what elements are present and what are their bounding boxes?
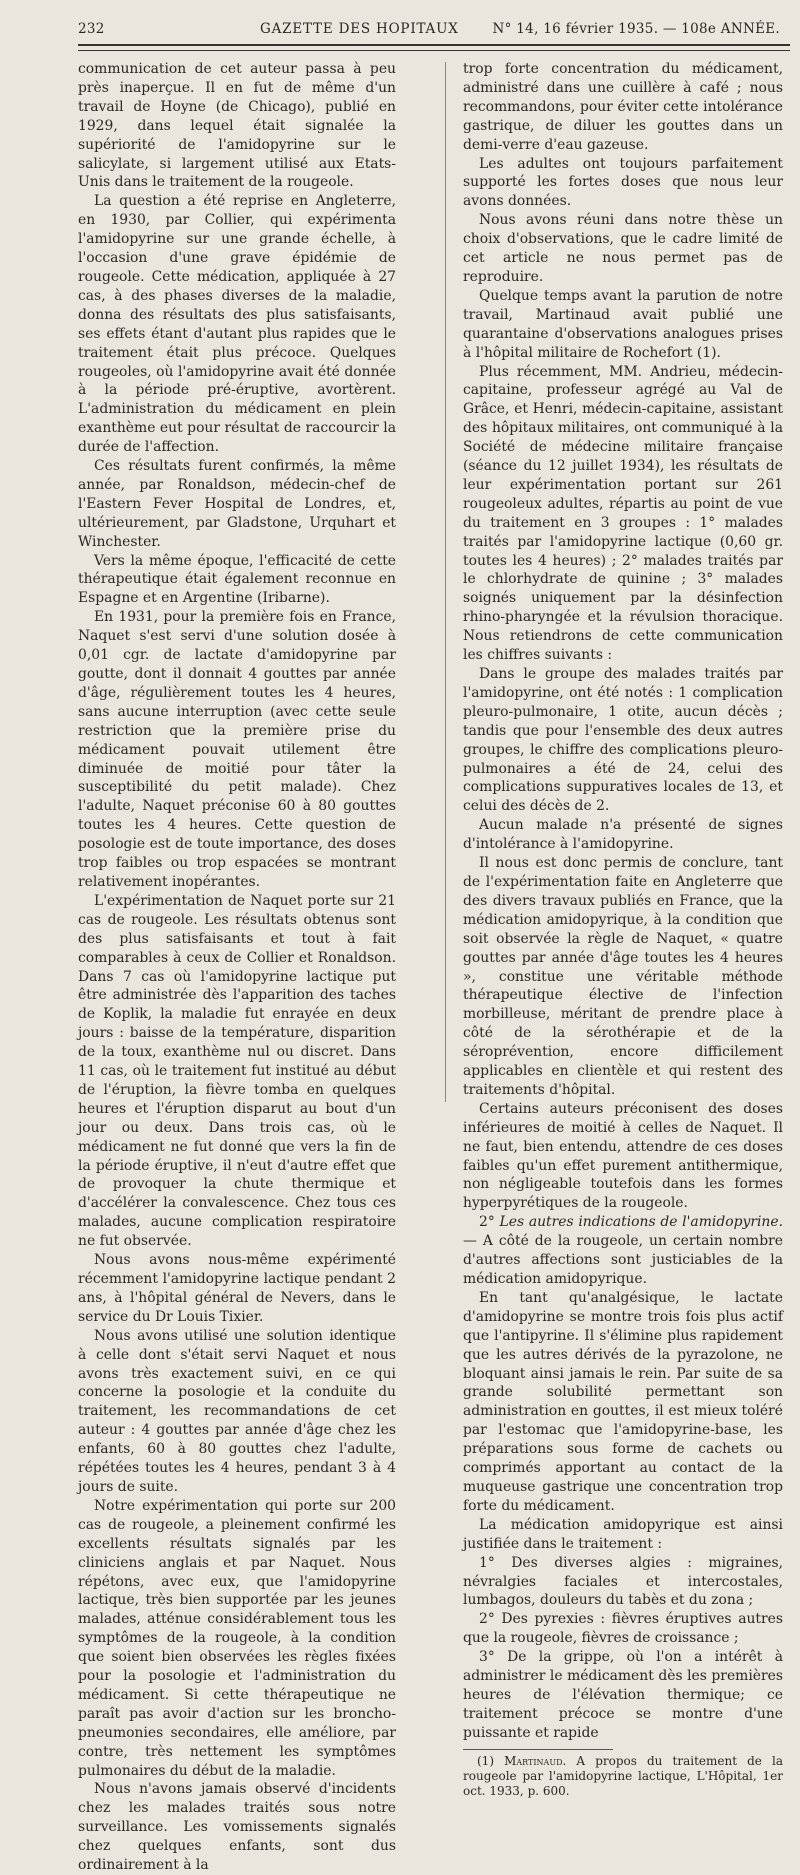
paragraph: Plus récemment, MM. Andrieu, médecin-capitaine, professeur agrégé au Val de Grâce, et Henri, médecin-capitaine, assistant des hôpitaux militaires, ont communiqué à la Société de médecine militaire française (séance du 12 juillet 1934), les résultats de leur expérimentation portant sur 261 rougeoleux adultes, répartis au point de vue du traitement en 3 groupes : 1° malades traités par l'amidopyrine lactique (0,60 gr. toutes les 4 heures) ; 2° malades traités par le chlorhydrate de quinine ; 3° malades soignés uniquement par la désinfection rhino-pharyngée et la révulsion thoracique. Nous retiendrons de cette communication les chiffres suivants : <box>463 363 783 664</box>
paragraph: 2° Des pyrexies : fièvres éruptives autres que la rougeole, fièvres de croissance ; <box>463 1611 783 1647</box>
footnote-text: A propos du traitement de la rougeole par l'amidopyrine lactique, L'Hôpital, 1er oct. 1933, p. 600. <box>463 1753 784 1798</box>
paragraph: Aucun malade n'a présenté de signes d'intolérance à l'amidopyrine. <box>463 817 783 853</box>
paragraph: La médication amidopyrique est ainsi justifiée dans le traitement : <box>463 1516 783 1552</box>
right-column <box>463 60 783 1799</box>
paragraph: 1° Des diverses algies : migraines, névralgies faciales et intercostales, lumbagos, douleurs du tabès et du zona ; <box>463 1554 783 1609</box>
section-number: 2° <box>479 1214 500 1231</box>
paragraph: Dans le groupe des malades traités par l'amidopyrine, ont été notés : 1 complication pleuro-pulmonaire, 1 otite, aucun décès ; tandis que pour l'ensemble des deux autres groupes, le chiffre des complications pleuro-pulmonaires a été de 24, celui des complications suppuratives locales de 13, et celui des décès de 2. <box>463 666 783 815</box>
footnote-marker: (1) <box>477 1753 505 1768</box>
section-text: — A côté de la rougeole, un certain nombre d'autres affections sont justiciables de la médication amidopyrique. <box>463 1233 783 1287</box>
page-header <box>78 18 780 40</box>
paragraph: En 1931, pour la première fois en France, Naquet s'est servi d'une solution dosée à 0,01 cgr. de lactate d'amidopyrine par goutte, dont il donnait 4 gouttes par année d'âge, régulièrement toutes les 4 heures, sans aucune interruption (avec cette seule restriction que la première prise du médicament pouvait utilement être diminuée de moitié pour tâter la susceptibilité du petit malade). Chez l'adulte, Naquet préconise 60 à 80 gouttes toutes les 4 heures. Cette question de posologie est de toute importance, des doses trop faibles ou trop espacées se montrant relativement inopérantes. <box>78 609 396 890</box>
column-divider <box>445 62 446 1102</box>
page-number: 232 <box>78 21 105 37</box>
journal-title: GAZETTE DES HOPITAUX <box>260 21 459 37</box>
paragraph: Vers la même époque, l'efficacité de cette thérapeutique était également reconnue en Espagne et en Argentine (Iribarne). <box>78 552 396 607</box>
paragraph: Nous n'avons jamais observé d'incidents chez les malades traités sous notre surveillance. Les vomissements signalés chez quelques enfants, sont dus ordinairement à la <box>78 1781 396 1874</box>
paragraph: communication de cet auteur passa à peu près inaperçue. Il en fut de même d'un travail de Hoyne (de Chicago), publié en 1929, dans lequel était signalée la supériorité de l'amidopyrine sur le salicylate, si largement utilisé aux Etats-Unis dans le traitement de la rougeole. <box>78 61 396 191</box>
header-rule-bottom <box>78 50 790 51</box>
paragraph: En tant qu'analgésique, le lactate d'amidopyrine se montre trois fois plus actif que l'antipyrine. Il s'élimine plus rapidement que les autres dérivés de la pyrazolone, ne bloquant ainsi jamais le rein. Par suite de sa grande solubilité permettant son administration en gouttes, il est mieux toléré par l'estomac que l'amidopyrine-base, les préparations sous forme de cachets ou comprimés apportant au contact de la muqueuse gastrique une concentration trop forte du médicament. <box>463 1289 783 1514</box>
section-heading-paragraph <box>463 1213 783 1289</box>
paragraph: Les adultes ont toujours parfaitement supporté les fortes doses que nous leur avons données. <box>463 155 783 210</box>
paragraph: trop forte concentration du médicament, administré dans une cuillère à café ; nous recommandons, pour éviter cette intolérance gastrique, de diluer les gouttes dans un demi-verre d'eau gazeuse. <box>463 61 783 153</box>
section-heading: Les autres indications de l'amidopyrine. <box>499 1214 783 1231</box>
paragraph: Nous avons réuni dans notre thèse un choix d'observations, que le cadre limité de cet article ne nous permet pas de reproduire. <box>463 212 783 285</box>
paragraph: Nous avons utilisé une solution identique à celle dont s'était servi Naquet et nous avons très exactement suivi, en ce qui concerne la posologie et la conduite du traitement, les recommandations de cet auteur : 4 gouttes par année d'âge chez les enfants, 60 à 80 gouttes chez l'adulte, répétées toutes les 4 heures, pendant 3 à 4 jours de suite. <box>78 1327 396 1495</box>
footnote-author: Martinaud. <box>504 1753 567 1768</box>
paragraph: Nous avons nous-même expérimenté récemment l'amidopyrine lactique pendant 2 ans, à l'hôpital général de Nevers, dans le service du Dr Louis Tixier. <box>78 1252 396 1325</box>
issue-info: N° 14, 16 février 1935. — 108e ANNÉE. <box>492 21 780 37</box>
paragraph: La question a été reprise en Angleterre, en 1930, par Collier, qui expérimenta l'amidopyrine sur une grande échelle, à l'occasion d'une grave épidémie de rougeole. Cette médication, appliquée à 27 cas, à des phases diverses de la maladie, donna des résultats des plus satisfaisants, ses effets étant d'autant plus rapides que le traitement était plus précoce. Quelques rougeoles, où l'amidopyrine avait été donnée à la période pré-éruptive, avortèrent. L'administration du médicament en plein exanthème eut pour résultat de raccourcir la durée de l'affection. <box>78 193 396 456</box>
footnote <box>463 1754 783 1799</box>
header-rule-top <box>78 44 790 46</box>
footnote-rule <box>463 1749 613 1750</box>
paragraph: Notre expérimentation qui porte sur 200 cas de rougeole, a pleinement confirmé les excellents résultats signalés par les cliniciens anglais et par Naquet. Nous répétons, avec eux, que l'amidopyrine lactique, très bien supportée par les jeunes malades, atténue considérablement tous les symptômes de la rougeole, à la condition que soient bien observées les règles fixées pour la posologie et l'administration du médicament. Si cette thérapeutique ne paraît pas avoir d'action sur les broncho-pneumonies secondaires, elle améliore, par contre, très nettement les symptômes pulmonaires du début de la maladie. <box>78 1497 396 1779</box>
paragraph: Certains auteurs préconisent des doses inférieures de moitié à celles de Naquet. Il ne faut, bien entendu, attendre de ces doses faibles qu'un effet purement antithermique, non négligeable toutefois dans les formes hyperpyrétiques de la rougeole. <box>463 1100 783 1212</box>
paragraph: Ces résultats furent confirmés, la même année, par Ronaldson, médecin-chef de l'Eastern Fever Hospital de Londres, et, ultérieurement, par Gladstone, Urquhart et Winchester. <box>78 458 396 550</box>
paragraph: Il nous est donc permis de conclure, tant de l'expérimentation faite en Angleterre que des divers travaux publiés en France, que la médication amidopyrique, à la condition que soit observée la règle de Naquet, « quatre gouttes par année d'âge toutes les 4 heures », constitue une véritable méthode thérapeutique élective de l'infection morbilleuse, méritant de prendre place à côté de la sérothérapie et de la séroprévention, encore difficilement applicables en clientèle et qui restent des traitements d'hôpital. <box>463 855 783 1098</box>
left-column <box>78 60 396 1875</box>
paragraph: L'expérimentation de Naquet porte sur 21 cas de rougeole. Les résultats obtenus sont des plus satisfaisants et tout à fait comparables à ceux de Collier et Ronaldson. Dans 7 cas où l'amidopyrine lactique put être administrée dès l'apparition des taches de Koplik, la maladie fut enrayée en deux jours : baisse de la température, disparition de la toux, exanthème nul ou discret. Dans 11 cas, où le traitement fut institué au début de l'éruption, la fièvre tomba en quelques heures et l'éruption disparut au bout d'un jour ou deux. Dans trois cas, où le médicament ne fut donné que vers la fin de la période éruptive, il n'eut d'autre effet que de provoquer la chute thermique et d'accélérer la convalescence. Chez tous ces malades, aucune complication respiratoire ne fut observée. <box>78 892 396 1250</box>
paragraph: 3° De la grippe, où l'on a intérêt à administrer le médicament dès les premières heures de l'élévation thermique; ce traitement précoce se montre d'une puissante et rapide <box>463 1649 783 1741</box>
paragraph: Quelque temps avant la parution de notre travail, Martinaud avait publié une quarantaine d'observations analogues prises à l'hôpital militaire de Rochefort (1). <box>463 287 783 361</box>
